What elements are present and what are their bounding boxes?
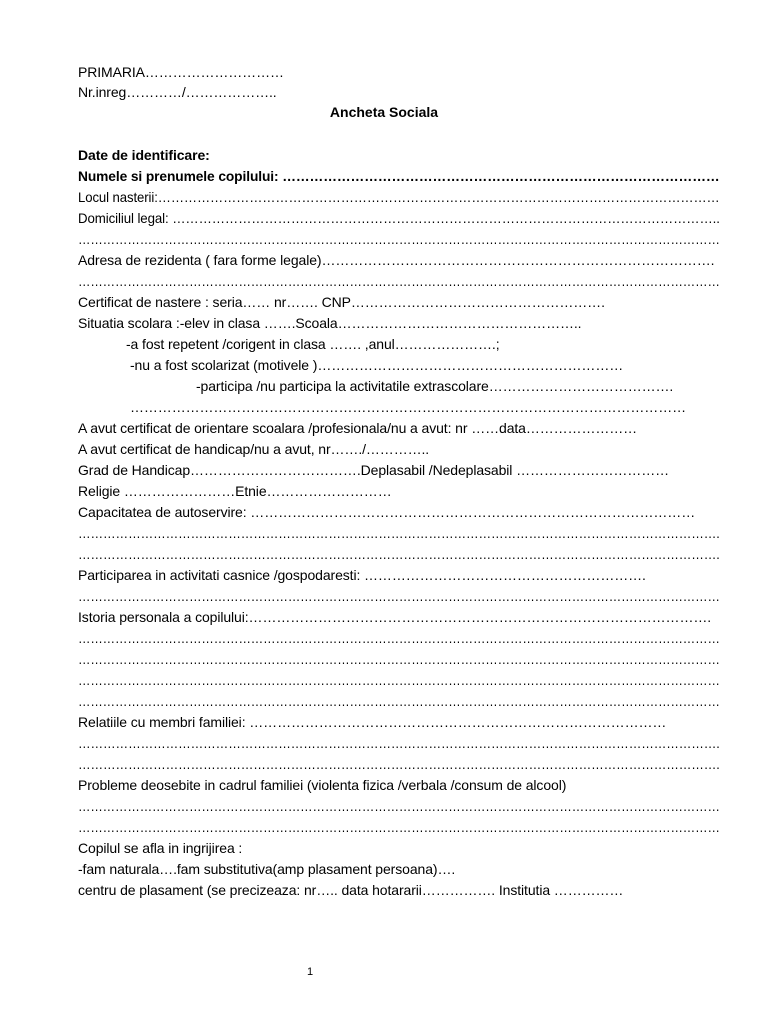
primaria-line: PRIMARIA………………………… <box>78 64 284 80</box>
school-status-field: Situatia scolara :-elev in clasa …….Scoala…………………………………………….. <box>78 315 582 331</box>
handicap-grade-field: Grad de Handicap……………………………….Deplasabil /Nedeplasabil …………………………… <box>78 462 670 478</box>
self-care-capacity-field: Capacitatea de autoservire: …………………………………………………………………………………… <box>78 504 696 520</box>
birthplace-field: Locul nasterii:………………………………………………………………………………………………………………… <box>78 189 720 205</box>
dotted-line: ………………………………………………………………………………………………………………………………………… <box>78 672 720 688</box>
handicap-certificate-field: A avut certificat de handicap/nu a avut, nr……./………….. <box>78 441 430 457</box>
dotted-line: ………………………………………………………………………………………………………………………………………… <box>78 693 720 709</box>
dotted-line: ………………………………………………………………………………………………………………………………………. <box>78 756 720 772</box>
family-problems-field: Probleme deosebite in cadrul familiei (violenta fizica /verbala /consum de alcool) <box>78 777 567 793</box>
dotted-line: ………………………………………………………………………………………………………………………………………… <box>78 273 720 289</box>
registration-number-line: Nr.inreg…………/……………….. <box>78 84 277 100</box>
residence-address-field: Adresa de rezidenta ( fara forme legale)…………………………………………………………………………. <box>78 252 715 268</box>
document-title: Ancheta Sociala <box>329 104 439 120</box>
child-care-heading: Copilul se afla in ingrijirea : <box>78 840 243 856</box>
family-relations-field: Relatiile cu membri familiei: ……………………………………………………………………………… <box>78 714 667 730</box>
dotted-line: ………………………………………………………………………………………………………………………………………… <box>78 798 720 814</box>
dotted-line: ………………………………………………………………………………………………………… <box>130 399 687 415</box>
legal-domicile-field: Domiciliul legal: …………………………………………………………………………………………………………….. <box>78 210 720 226</box>
personal-history-field: Istoria personala a copilului:………………………………………………………………………………………. <box>78 609 712 625</box>
religion-ethnicity-field: Religie ……………………Etnie……………………… <box>78 483 392 499</box>
dotted-line: ………………………………………………………………………………………………………………………………………… <box>78 588 720 604</box>
household-activities-field: Participarea in activitati casnice /gospodaresti: ……………………………………………………. <box>78 567 646 583</box>
child-name-field: Numele si prenumele copilului: …………………………………………………………………………………… <box>78 168 720 184</box>
dotted-line: ………………………………………………………………………………………………………………………………………. <box>78 525 720 541</box>
dotted-line: ………………………………………………………………………………………………………………………………………… <box>78 651 720 667</box>
dotted-line: ………………………………………………………………………………………………………………………………………… <box>78 630 720 646</box>
section-identification-heading: Date de identificare: <box>78 147 210 163</box>
dotted-line: ………………………………………………………………………………………………………………………………………. <box>78 735 720 751</box>
dotted-line: ………………………………………………………………………………………………………………………………………… <box>78 819 720 835</box>
not-schooled-field: -nu a fost scolarizat (motivele )………………………………………………………… <box>130 357 624 373</box>
orientation-certificate-field: A avut certificat de orientare scoalara /profesionala/nu a avut: nr ……data…………………… <box>78 420 638 436</box>
dotted-line: ………………………………………………………………………………………………………………………………………… <box>78 231 720 247</box>
extracurricular-field: -participa /nu participa la activitatile extrascolare…………………………………. <box>196 378 674 394</box>
birth-certificate-field: Certificat de nastere : seria…… nr……. CNP………………………………………………. <box>78 294 605 310</box>
page-number: 1 <box>306 966 314 978</box>
repeated-class-field: -a fost repetent /corigent in clasa ……. ,anul………………….; <box>126 336 500 352</box>
dotted-line: ………………………………………………………………………………………………………………………………………. <box>78 546 720 562</box>
family-type-field: -fam naturala….fam substitutiva(amp plasament persoana)…. <box>78 861 456 877</box>
placement-center-field: centru de plasament (se precizeaza: nr….. data hotararii……………. Institutia …………… <box>78 882 624 898</box>
